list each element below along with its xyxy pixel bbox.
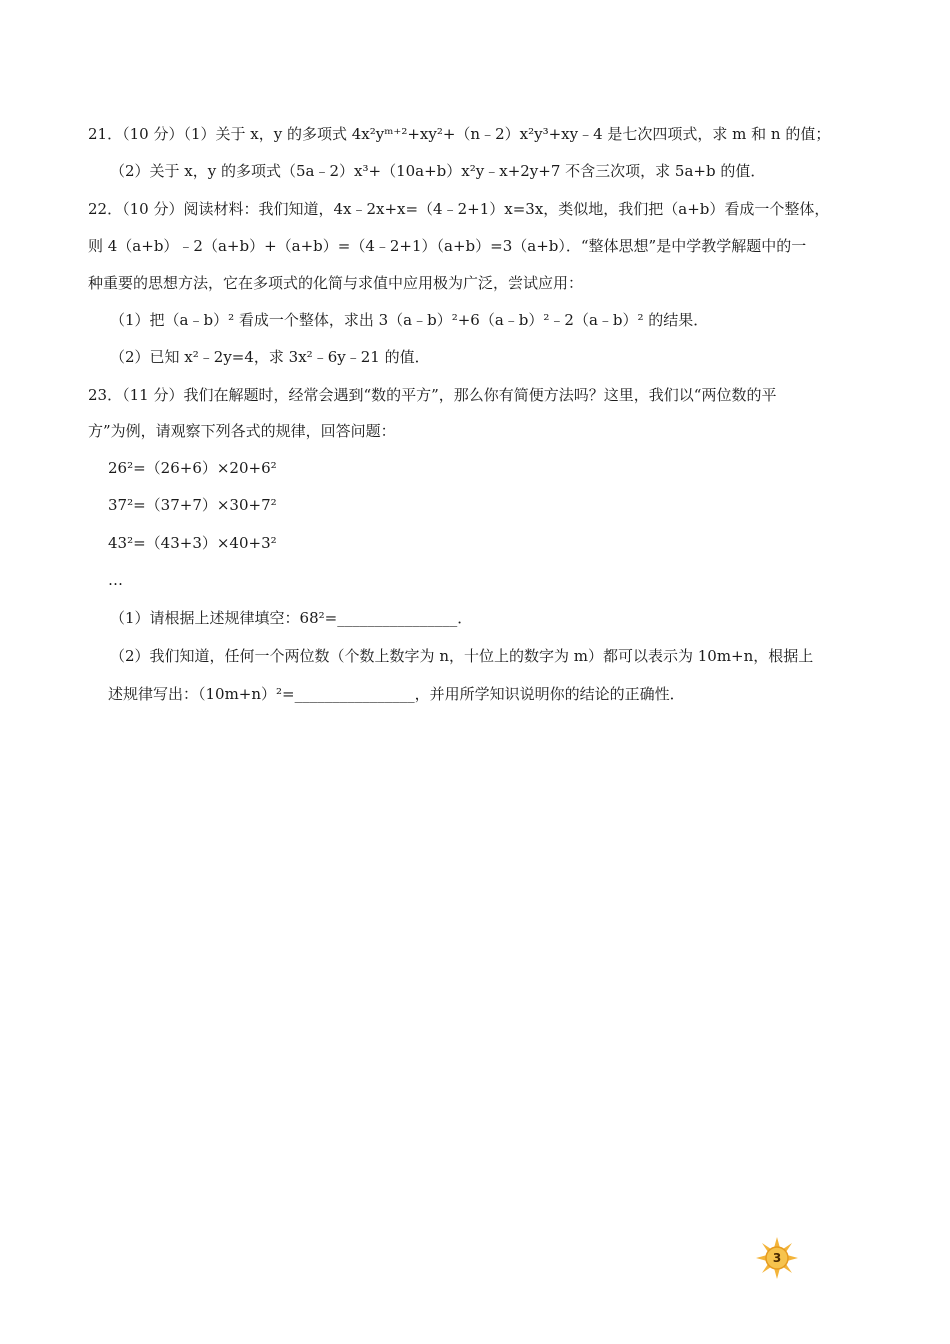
q23-part2-line1: （2）我们知道，任何一个两位数（个数上数字为 n，十位上的数字为 m）都可以表示为 10m+n，根据上 (110, 647, 814, 665)
q23-eq3: 43²=（43+3）×40+3² (108, 534, 277, 552)
q23-line1: 23．（11 分）我们在解题时，经常会遇到“数的平方”，那么你有简便方法吗？这里，我们以“两位数的平 (88, 386, 777, 404)
q23-ellipsis: … (108, 571, 123, 589)
page-number: 3 (772, 1251, 782, 1265)
q22-line2: 则 4（a+b）﹣2（a+b）+（a+b）=（4﹣2+1）（a+b）=3（a+b）．“整体思想”是中学教学解题中的一 (88, 237, 807, 255)
q23-eq1: 26²=（26+6）×20+6² (108, 459, 277, 477)
q23-eq2: 37²=（37+7）×30+7² (108, 496, 277, 514)
q23-line2: 方”为例，请观察下列各式的规律，回答问题： (88, 422, 396, 440)
q22-line5: （2）已知 x²﹣2y=4，求 3x²﹣6y﹣21 的值． (110, 348, 430, 366)
q21-line2: （2）关于 x，y 的多项式（5a﹣2）x³+（10a+b）x²y﹣x+2y+7 不含三次项，求 5a+b 的值． (110, 162, 766, 180)
q22-line3: 种重要的思想方法，它在多项式的化简与求值中应用极为广泛，尝试应用： (88, 274, 584, 292)
q23-part1: （1）请根据上述规律填空：68²=________________． (110, 609, 473, 627)
q22-line1: 22．（10 分）阅读材料：我们知道，4x﹣2x+x=（4﹣2+1）x=3x，类似地，我们把（a+b）看成一个整体， (88, 200, 830, 218)
q22-line4: （1）把（a﹣b）² 看成一个整体，求出 3（a﹣b）²+6（a﹣b）²﹣2（a﹣b）² 的结果． (110, 311, 709, 329)
q23-part2-line2: 述规律写出：（10m+n）²=________________，并用所学知识说明你的结论的正确性． (108, 685, 685, 703)
page-number-badge (755, 1236, 799, 1280)
q21-line1: 21．（10 分）（1）关于 x，y 的多项式 4x²yᵐ⁺²+xy²+（n﹣2）x²y³+xy﹣4 是七次四项式，求 m 和 n 的值； (88, 125, 831, 143)
